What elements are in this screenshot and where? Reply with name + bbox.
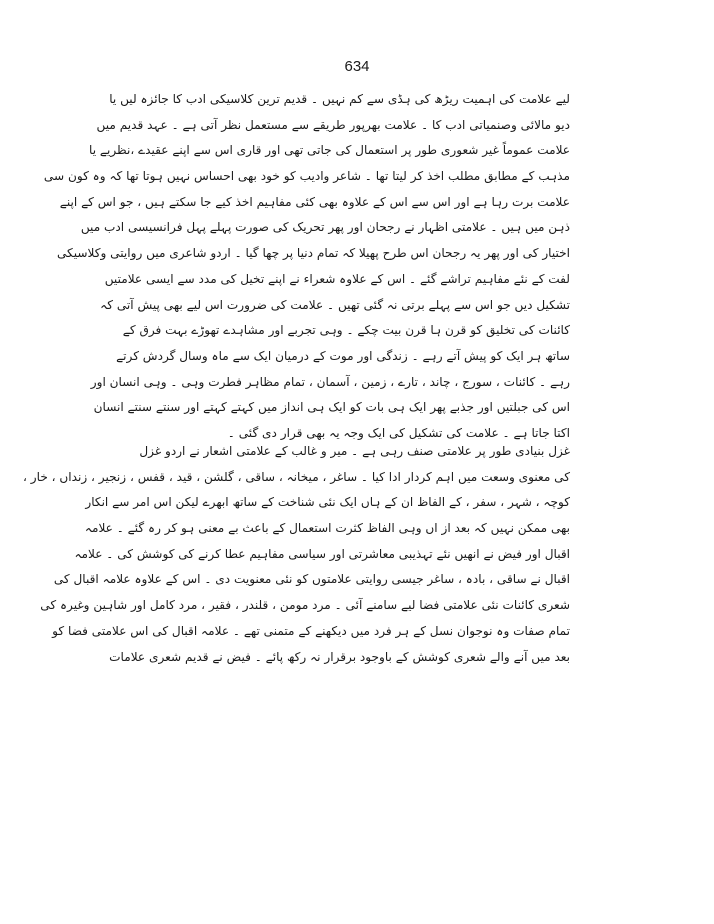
text-line: ذہن میں ہیں ۔ علامتی اظہار نے رجحان اور پھر تحریک کی صورت پہلے پہل فرانسیسی ادب میں	[80, 220, 570, 235]
paragraph-1	[43, 87, 570, 447]
text-line: غزل بنیادی طور پر علامتی صنف رہی ہے ۔ میر و غالب کے علامتی اشعار نے اردو غزل	[139, 444, 570, 458]
page-number: 634	[344, 58, 370, 75]
text-line: بھی ممکن نہیں کہ بعد از اں وہی الفاظ کثرت استعمال کے باعث بے معنی ہو کر رہ گئے ۔ علامہ	[84, 521, 570, 536]
text-line: کائنات کی تخلیق کو قرن ہا قرن بیت چکے ۔ وہی تجربے اور مشاہدے تھوڑے بہت فرق کے	[122, 323, 570, 338]
text-line: اقبال نے ساقی ، بادہ ، ساغر جیسی روایتی علامتوں کو نئی معنویت دی ۔ اس کے علاوہ علامہ اقبال کی	[53, 572, 570, 587]
text-line: مذہب کے مطابق مطلب اخذ کر لیتا تھا ۔ شاعر وادیب کو خود بھی احساس نہیں ہوتا تھا کہ وہ کون سی	[43, 169, 570, 184]
text-line: دیو مالائی وصنمیاتی ادب کا ۔ علامت بھرپور طریقے سے مستعمل نظر آتی ہے ۔ عہد قدیم میں	[96, 117, 570, 132]
text-line: بعد میں آنے والے شعری کوشش کے باوجود برقرار نہ رکھ پائے ۔ فیض نے قدیم شعری علامات	[109, 649, 570, 664]
text-line: لفت کے نئے مفاہیم تراشے گئے ۔ اس کے علاوہ شعراء نے اپنے تخیل کی مدد سے ایسی علامتیں	[104, 271, 570, 286]
text-line: لیے علامت کی اہمیت ریڑھ کی ہڈی سے کم نہیں ۔ قدیم ترین کلاسیکی ادب کا جائزہ لیں یا	[109, 92, 570, 106]
text-line: شعری کائنات نئی علامتی فضا لیے سامنے آئی ۔ مرد مومن ، قلندر ، فقیر ، مرد کامل اور شاہین وغیرہ کی	[40, 598, 570, 613]
text-line: علامت برت رہا ہے اور اس سے اس کے علاوہ بھی کئی مفاہیم اخذ کیے جا سکتے ہیں ، جو اس کے اپنے	[59, 194, 570, 209]
text-line: تمام صفات وہ نوجوان نسل کے ہر فرد میں دیکھنے کے متمنی تھے ۔ علامہ اقبال کی اس علامتی فضا کو	[52, 623, 570, 638]
text-line: کوچہ ، شہر ، سفر ، کے الفاظ ان کے ہاں ایک نئی شناخت کے ساتھ ابھرے لیکن اس امر سے انکار	[85, 495, 570, 510]
text-line: اس کی جبلتیں اور جذبے پھر ایک ہی بات کو ایک ہی انداز میں کہتے کہتے اور سنتے سنتے انسان	[93, 400, 570, 415]
text-line: اقبال اور فیض نے انھیں نئے تہذیبی معاشرتی اور سیاسی مفاہیم عطا کرنے کی کوشش کی ۔ علامہ	[74, 546, 570, 561]
text-line: تشکیل دیں جو اس سے پہلے برتی نہ گئی تھیں ۔ علامت کی ضرورت اس لیے بھی پیش آتی کہ	[100, 297, 570, 312]
text-line: کی معنوی وسعت میں اہم کردار ادا کیا ۔ ساغر ، میخانہ ، ساقی ، گلشن ، قید ، قفس ، زنجیر ، زنداں ، خار ،	[23, 469, 570, 484]
text-line: ساتھ ہر ایک کو پیش آتے رہے ۔ زندگی اور موت کے درمیان ایک سے ماہ وسال گردش کرتے	[116, 348, 570, 363]
text-line: رہے ۔ کائنات ، سورج ، چاند ، تارے ، زمین ، آسمان ، تمام مظاہر فطرت وہی ۔ وہی انسان اور	[90, 374, 570, 389]
text-line: اکتا جاتا ہے ۔ علامت کی تشکیل کی ایک وجہ یہ بھی قرار دی گئی ۔	[227, 425, 570, 440]
paragraph-2	[23, 439, 570, 670]
text-line: اختیار کی اور پھر یہ رجحان اس طرح پھیلا کہ تمام دنیا پر چھا گیا ۔ اردو شاعری میں روایتی وکلاسیکی	[56, 246, 570, 261]
text-line: علامت عموماً غیر شعوری طور پر استعمال کی جاتی تھی اور قاری اس سے اپنے عقیدے ،نظریے یا	[89, 143, 570, 158]
